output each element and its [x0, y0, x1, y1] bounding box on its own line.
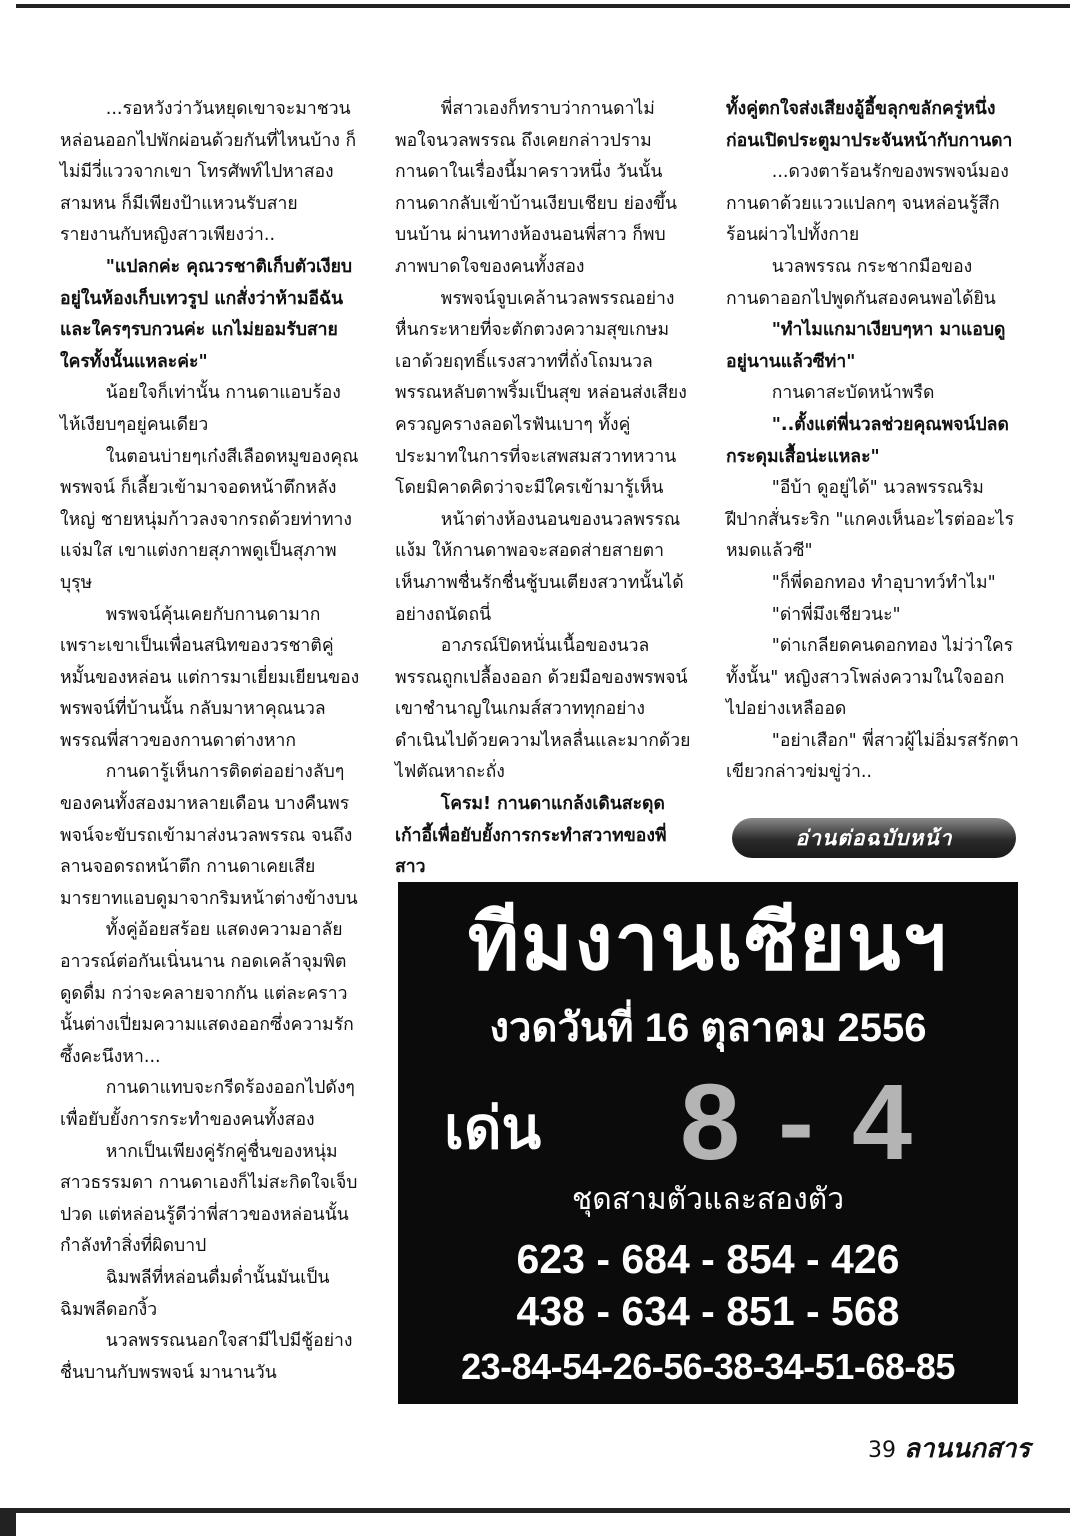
paragraph: "อย่าเสือก" พี่สาวผู้ไม่อิ่มรสรักตาเขียวกล่าวข่มขู่ว่า..: [726, 730, 1019, 783]
paragraph: นวลพรรณนอกใจสามีไปมีชู้อย่างชื่นบานกับพรพจน์ มานานวัน: [60, 1331, 353, 1383]
paragraph: "แปลกค่ะ คุณวรชาติเก็บตัวเงียบอยู่ในห้องเก็บเทวรูป แกสั่งว่าห้ามอีฉันและใครๆรบกวนค่ะ แกไม่ยอมรับสายใครทั้งนั้นแหละค่ะ": [60, 256, 353, 372]
paragraph: ในตอนบ่ายๆเก๋งสีเลือดหมูของคุณพรพจน์ ก็เลี้ยวเข้ามาจอดหน้าตึกหลังใหญ่ ชายหนุ่มก้าวลงจากรถด้วยท่าทางแจ่มใส เขาแต่งกายสุภาพดูเป็นสุภาพบุรุษ: [60, 446, 359, 593]
paragraph: ...รอหวังว่าวันหยุดเขาจะมาชวนหล่อนออกไปพักผ่อนด้วยกันที่ไหนบ้าง ก็ไม่มีวี่แววจากเขา โทรศัพท์ไปหาสองสามหน ก็มีเพียงป้าแหวนรับสาย รายงานกับหญิงสาวเพียงว่า..: [60, 99, 357, 246]
lottery-ad-box: [398, 882, 1018, 1404]
paragraph: ทั้งคู่อ้อยสร้อย แสดงความอาลัยอาวรณ์ต่อกันเนิ่นนาน กอดเคล้าจุมพิตดูดดื่ม กว่าจะคลายจากกัน แต่ละคราวนั้นต่างเปี่ยมความแสดงออกซึ่งความรักซึ้งคะนึงหา...: [60, 920, 354, 1067]
paragraph: กานดาสะบัดหน้าพรืด: [771, 383, 935, 404]
paragraph: โครม! กานดาแกล้งเดินสะดุดเก้าอี้เพื่อยับยั้งการกระทำสวาทของพี่สาว: [395, 794, 667, 878]
ad-draw-date: งวดวันที่ 16 ตุลาคม 2556: [489, 1006, 927, 1050]
ad-number-row-2: 438 - 634 - 851 - 568: [516, 1288, 900, 1334]
ad-title: ทีมงานเซียนฯ: [467, 898, 949, 986]
article-column-2: [395, 94, 693, 884]
paragraph: พรพจน์คุ้นเคยกับกานดามาก เพราะเขาเป็นเพื่อนสนิทของวรชาติคู่หมั้นของหล่อน แต่การมาเยี่ยมเยียนของพรพจน์ที่บ้านนั้น กลับมาหาคุณนวลพรรณพี่สาวของกานดาต่างหาก: [60, 604, 360, 751]
ad-subtitle: ชุดสามตัวและสองตัว: [571, 1183, 845, 1216]
paragraph: น้อยใจก็เท่านั้น กานดาแอบร้องไห้เงียบๆอยู่คนเดียว: [60, 383, 341, 435]
paragraph: "ก็พี่ดอกทอง ทำอุบาทว์ทำไม": [771, 572, 996, 593]
paragraph: กานดารู้เห็นการติดต่ออย่างลับๆของคนทั้งสองมาหลายเดือน บางคืนพรพจน์จะขับรถเข้ามาส่งนวลพรรณ จนถึงลานจอดรถหน้าตึก กานดาเคยเสียมารยาทแอบดูมาจากริมหน้าต่างข้างบน: [60, 762, 358, 909]
paragraph: "อีบ้า ดูอยู่ได้" นวลพรรณริมฝีปากสั่นระริก "แกคงเห็นอะไรต่ออะไรหมดแล้วซี": [726, 478, 1015, 562]
paragraph: กานดาแทบจะกรีดร้องออกไปดังๆเพื่อยับยั้งการกระทำของคนทั้งสอง: [60, 1078, 355, 1130]
article-column-3: [726, 94, 1022, 789]
paragraph: ฉิมพลีที่หล่อนดื่มด่ำนั้นมันเป็นฉิมพลีดอกงิ้ว: [60, 1267, 330, 1320]
top-border-rule: [16, 4, 1070, 8]
ad-highlight-digits: 8 - 4: [679, 1061, 917, 1182]
ad-number-row-1: 623 - 684 - 854 - 426: [516, 1236, 900, 1282]
paragraph: "ด่าพี่มึงเชียวนะ": [771, 604, 901, 625]
paragraph: หากเป็นเพียงคู่รักคู่ชื่นของหนุ่มสาวธรรมดา กานดาเองก็ไม่สะกิดใจเจ็บปวด แต่หล่อนรู้ดีว่าพี่สาวของหล่อนนั้นกำลังทำสิ่งที่ผิดบาป: [60, 1141, 358, 1257]
magazine-logo: ลานนกสาร: [904, 1434, 1031, 1464]
paragraph: ทั้งคู่ตกใจส่งเสียงอู้อี้ขลุกขลักครู่หนึ่ง ก่อนเปิดประตูมาประจันหน้ากับกานดา: [726, 99, 1013, 151]
ad-highlight-label: เด่น: [444, 1096, 542, 1161]
page-number: 39: [868, 1438, 896, 1463]
bottom-corner-mark: [0, 1508, 16, 1536]
paragraph: พรพจน์จูบเคล้านวลพรรณอย่างหื่นกระหายที่จะตักตวงความสุขเกษมเอาด้วยฤทธิ์แรงสวาทที่ถั่งโถมนวลพรรณหลับตาพริ้มเป็นสุข หล่อนส่งเสียงครวญครางลอดไรฟันเบาๆ ทั้งคู่ประมาทในการที่จะเสพสมสวาทหวานโดยมิคาดคิดว่าจะมีใครเข้ามารู้เห็น: [395, 288, 687, 499]
paragraph: พี่สาวเองก็ทราบว่ากานดาไม่พอใจนวลพรรณ ถึงเคยกล่าวปรามกานดาในเรื่องนี้มาคราวหนึ่ง วันนั้นกานดากลับเข้าบ้านเงียบเชียบ ย่องขึ้นบนบ้าน ผ่านทางห้องนอนพี่สาว ก็พบภาพบาดใจของคนทั้งสอง: [395, 99, 678, 277]
paragraph: "..ตั้งแต่พี่นวลช่วยคุณพจน์ปลดกระดุมเสื้อน่ะแหละ": [726, 414, 1009, 467]
paragraph: "ทำไมแกมาเงียบๆหา มาแอบดูอยู่นานแล้วซีท่า": [726, 320, 1006, 372]
paragraph: หน้าต่างห้องนอนของนวลพรรณแง้ม ให้กานดาพอจะสอดส่ายสายตาเห็นภาพชื่นรักชื่นชู้บนเตียงสวาทนั้นได้อย่างถนัดถนี่: [395, 509, 684, 625]
article-column-1: [60, 94, 360, 1389]
paragraph: นวลพรรณ กระชากมือของกานดาออกไปพูดกันสองคนพอได้ยิน: [726, 256, 996, 309]
ad-number-row-3: 23-84-54-26-56-38-34-51-68-85: [461, 1346, 955, 1387]
paragraph: อาภรณ์ปิดหนั่นเนื้อของนวลพรรณถูกเปลื้องออก ด้วยมือของพรพจน์ เขาชำนาญในเกมส์สวาททุกอย่าง ดำเนินไปด้วยความไหลลื่นและมากด้วยไฟตัณหาถะถั่ง: [395, 636, 691, 783]
bottom-border-rule: [16, 1508, 1070, 1513]
paragraph: "ด่าเกลียดคนดอกทอง ไม่ว่าใครทั้งนั้น" หญิงสาวโพล่งความในใจออกไปอย่างเหลืออด: [726, 636, 1014, 720]
continue-next-issue-badge: อ่านต่อฉบับหน้า: [732, 818, 1016, 858]
paragraph: ...ดวงตาร้อนรักของพรพจน์มองกานดาด้วยแววแปลกๆ จนหล่อนรู้สึกร้อนผ่าวไปทั้งกาย: [726, 162, 1009, 246]
